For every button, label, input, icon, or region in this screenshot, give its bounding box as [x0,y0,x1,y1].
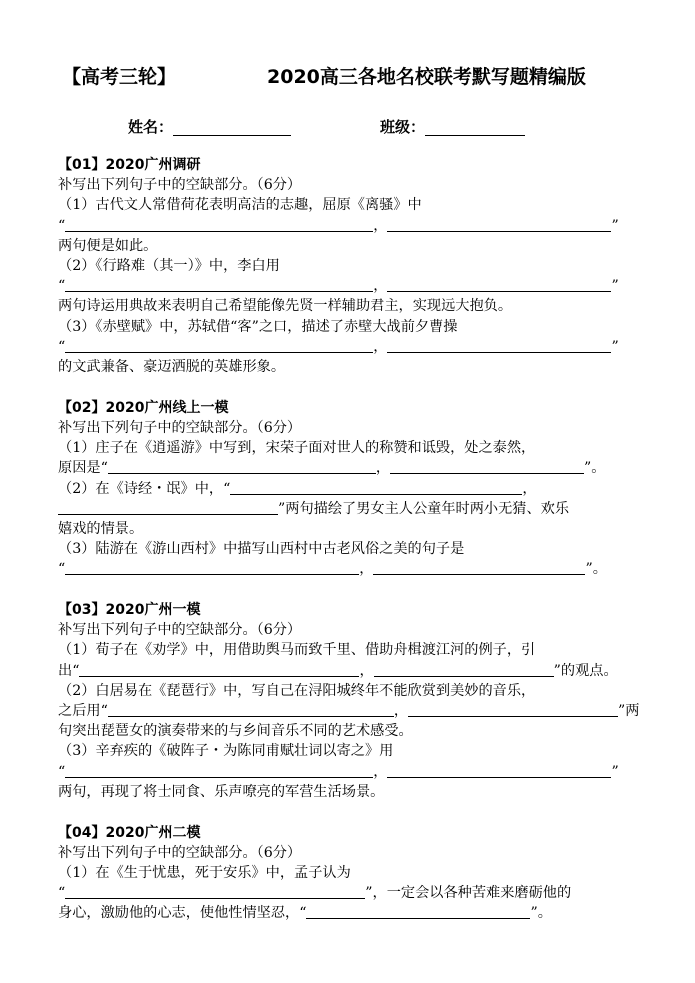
section-04 [58,823,633,924]
answer-line: 之后用“ ， ”两 [58,703,640,720]
question-text: 嬉戏的情景。 [58,520,144,537]
section-heading: 【01】2020广州调研 [58,157,201,173]
question-text: （3）《赤壁赋》中，苏轼借“客”之口，描述了赤壁大战前夕曹操 [58,318,458,335]
answer-blank[interactable] [65,338,373,353]
answer-blank[interactable] [65,560,359,575]
question-text: （1）荀子在《劝学》中，用借助舆马而致千里、借助舟楫渡江河的例子，引 [58,642,536,659]
answer-line: “ ， ”。 [58,561,607,578]
answer-blank[interactable] [387,338,611,353]
section-instruction: 补写出下列句子中的空缺部分。（6分） [58,622,302,639]
class-label: 班级： [380,118,426,136]
answer-blank[interactable] [373,560,585,575]
answer-line: “ ， ” [58,763,619,780]
answer-blank[interactable] [79,662,359,677]
answer-line: （2）在《诗经・氓》中，“ ， [58,480,537,497]
question-list [58,155,640,944]
question-text: （2）《行路难（其一）》中，李白用 [58,258,280,275]
section-02 [58,398,633,580]
question-text: 两句，再现了将士同食、乐声嘹亮的军营生活场景。 [58,783,385,800]
answer-blank[interactable] [65,884,365,899]
answer-blank[interactable] [387,217,611,232]
answer-blank[interactable] [65,217,373,232]
answer-line: “ ， ” [58,278,619,295]
answer-blank[interactable] [408,702,618,717]
answer-blank[interactable] [306,904,530,919]
class-blank[interactable] [425,120,525,136]
section-instruction: 补写出下列句子中的空缺部分。（6分） [58,177,302,194]
answer-blank[interactable] [387,277,611,292]
name-blank[interactable] [173,120,291,136]
question-text: （1）古代文人常借荷花表明高洁的志趣，屈原《离骚》中 [58,197,422,214]
answer-line: “ ， ” [58,338,619,355]
page-title [62,62,665,89]
question-text: （3）陆游在《游山西村》中描写山西村中古老风俗之美的句子是 [58,541,465,558]
section-heading: 【03】2020广州一模 [58,602,201,619]
question-text: （1）在《生于忧患，死于安乐》中，孟子认为 [58,865,351,881]
student-info [128,116,426,137]
title-left: 【高考三轮】 [62,66,177,88]
question-text: 两句诗运用典故来表明自己希望能像先贤一样辅助君主，实现远大抱负。 [58,298,513,315]
answer-blank[interactable] [390,459,584,474]
title-main: 2020高三各地名校联考默写题精编版 [267,66,586,88]
name-label: 姓名： [128,118,174,136]
answer-blank[interactable] [108,459,376,474]
question-text: 句突出琵琶女的演奏带来的与乡间音乐不同的艺术感受。 [58,723,413,740]
question-text: 两句便是如此。 [58,237,158,254]
section-instruction: 补写出下列句子中的空缺部分。（6分） [58,844,302,861]
section-heading: 【04】2020广州二模 [58,824,201,841]
question-text: （3）辛弃疾的《破阵子・为陈同甫赋壮词以寄之》用 [58,743,394,760]
question-text: （2）白居易在《琵琶行》中，写自己在浔阳城终年不能欣赏到美妙的音乐， [58,682,536,699]
section-heading: 【02】2020广州线上一模 [58,399,229,416]
answer-blank[interactable] [65,763,373,778]
answer-blank[interactable] [58,500,278,515]
question-text: （1）庄子在《逍遥游》中写到，宋荣子面对世人的称赞和诋毁，处之泰然， [58,440,536,457]
question-text: 的文武兼备、豪迈洒脱的英雄形象。 [58,359,286,376]
answer-blank[interactable] [387,763,611,778]
section-instruction: 补写出下列句子中的空缺部分。（6分） [58,419,302,436]
answer-line: “ ”，一定会以各种苦难来磨砺他的 [58,885,572,902]
answer-line: 身心，激励他的心志，使他性情坚忍，“ ”。 [58,905,552,922]
section-03 [58,600,640,802]
answer-line: ”两句描绘了男女主人公童年时两小无猜、欢乐 [58,499,633,519]
answer-line: 原因是“ ， ”。 [58,460,606,477]
answer-line: “ ， ” [58,217,619,234]
section-01 [58,155,633,377]
answer-blank[interactable] [108,702,394,717]
answer-blank[interactable] [374,662,554,677]
answer-line: 出“ ， ”的观点。 [58,662,618,679]
answer-blank[interactable] [65,277,373,292]
answer-blank[interactable] [230,480,522,495]
